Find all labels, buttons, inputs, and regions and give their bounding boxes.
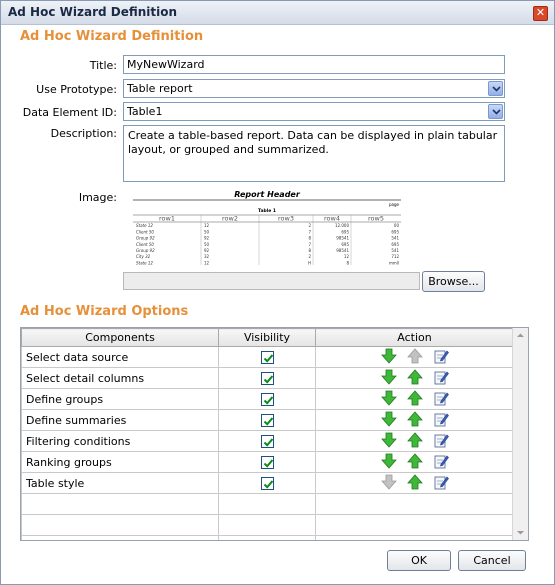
visibility-cell: [219, 347, 316, 368]
table-row[interactable]: [22, 410, 514, 431]
visibility-checkbox[interactable]: [261, 351, 274, 364]
description-value: Create a table-based report. Data can be displayed in plain tabular layout, or grouped and summarized.: [128, 129, 498, 156]
description-textarea[interactable]: [123, 125, 505, 182]
image-path-field: [123, 272, 420, 290]
preview-cell: 695: [341, 241, 349, 247]
prototype-dropdown-arrow[interactable]: [488, 81, 503, 96]
table-row[interactable]: [22, 368, 514, 389]
component-name: Define summaries: [22, 410, 219, 431]
ok-button[interactable]: OK: [387, 550, 451, 571]
preview-cell: 00: [393, 223, 399, 229]
action-cell: [316, 389, 514, 410]
data-element-select[interactable]: [123, 102, 505, 121]
visibility-cell: [219, 452, 316, 473]
title-input[interactable]: [123, 55, 505, 74]
move-down-arrow-icon[interactable]: [381, 411, 397, 427]
report-preview-drawing: [133, 189, 401, 265]
empty-cell: [219, 536, 316, 542]
edit-icon[interactable]: [433, 348, 449, 364]
preview-table-title: Table 1: [257, 209, 277, 214]
preview-cell: Client 50: [136, 241, 154, 247]
description-label: Description:: [50, 127, 117, 140]
close-button[interactable]: [533, 6, 548, 21]
table-row[interactable]: [22, 347, 514, 368]
preview-cell: 712: [391, 254, 399, 260]
report-preview-image: [133, 189, 401, 265]
preview-cell: State 12: [136, 223, 153, 229]
title-label: Title:: [89, 59, 117, 72]
edit-icon[interactable]: [433, 369, 449, 385]
preview-cell: State 12: [136, 260, 153, 265]
preview-cell: 50: [204, 241, 210, 247]
cancel-button[interactable]: Cancel: [458, 550, 526, 571]
column-header-visibility: Visibility: [219, 329, 316, 347]
move-up-arrow-icon: [407, 348, 423, 364]
data-element-dropdown-arrow[interactable]: [488, 104, 503, 119]
move-down-arrow-icon[interactable]: [381, 348, 397, 364]
preview-cell: 92: [204, 248, 210, 253]
preview-cell: 541: [391, 235, 399, 241]
preview-cell: 92: [204, 235, 210, 241]
visibility-checkbox[interactable]: [261, 414, 274, 427]
components-table: [21, 328, 514, 541]
edit-icon[interactable]: [433, 411, 449, 427]
empty-cell: [316, 515, 514, 536]
image-label: Image:: [78, 191, 117, 204]
visibility-cell: [219, 473, 316, 494]
preview-cell: Group 92: [136, 235, 155, 241]
empty-table-row: [22, 515, 514, 536]
empty-cell: [219, 494, 316, 515]
components-grid: [20, 327, 529, 541]
component-name: Select data source: [22, 347, 219, 368]
preview-column-header: row1: [159, 214, 175, 223]
preview-cell: 8: [346, 260, 349, 265]
preview-cell: City 32: [136, 254, 151, 260]
visibility-checkbox[interactable]: [261, 456, 274, 469]
scroll-down-icon: [513, 525, 528, 540]
title-input-value: MyNewWizard: [127, 58, 205, 71]
empty-cell: [316, 494, 514, 515]
preview-cell: 12.000: [335, 223, 349, 229]
edit-icon[interactable]: [433, 474, 449, 490]
preview-cell: H: [307, 260, 311, 265]
data-element-label: Data Element ID:: [22, 106, 117, 119]
preview-cell: 2: [308, 254, 311, 260]
preview-cell: 695: [391, 241, 399, 247]
edit-icon[interactable]: [433, 453, 449, 469]
preview-cell: Client 50: [136, 229, 154, 235]
scroll-up-button[interactable]: [513, 328, 528, 343]
component-name: Define groups: [22, 389, 219, 410]
action-cell: [316, 347, 514, 368]
empty-cell: [316, 536, 514, 542]
title-bar: [1, 1, 554, 25]
move-down-arrow-icon[interactable]: [381, 432, 397, 448]
preview-cell: 7: [308, 229, 311, 235]
visibility-cell: [219, 431, 316, 452]
table-row[interactable]: [22, 473, 514, 494]
preview-column-header: row2: [222, 214, 238, 223]
preview-cell: 32: [204, 254, 210, 260]
component-name: Filtering conditions: [22, 431, 219, 452]
move-down-arrow-icon[interactable]: [381, 369, 397, 385]
action-cell: [316, 473, 514, 494]
component-name: Ranking groups: [22, 452, 219, 473]
move-down-arrow-icon[interactable]: [381, 453, 397, 469]
edit-icon[interactable]: [433, 390, 449, 406]
move-up-arrow-icon[interactable]: [407, 411, 423, 427]
chevron-down-icon: [492, 86, 501, 92]
visibility-cell: [219, 410, 316, 431]
preview-header: Report Header: [234, 190, 300, 199]
empty-cell: [22, 494, 219, 515]
preview-cell: 695: [391, 229, 399, 235]
prototype-select[interactable]: [123, 79, 505, 98]
component-name: Select detail columns: [22, 368, 219, 389]
visibility-checkbox[interactable]: [261, 477, 274, 490]
edit-icon[interactable]: [433, 432, 449, 448]
column-header-action: Action: [316, 329, 514, 347]
preview-column-header: row3: [278, 214, 294, 223]
move-down-arrow-icon: [381, 474, 397, 490]
preview-cell: 12: [204, 223, 210, 229]
chevron-down-icon: [492, 109, 501, 115]
preview-cell: 98541: [336, 235, 349, 241]
browse-button[interactable]: Browse...: [422, 271, 485, 292]
preview-cell: 7: [308, 241, 311, 247]
preview-cell: 50: [204, 229, 210, 235]
visibility-cell: [219, 368, 316, 389]
move-up-arrow-icon[interactable]: [407, 432, 423, 448]
preview-table: [133, 215, 401, 265]
empty-table-row: [22, 494, 514, 515]
empty-cell: [22, 536, 219, 542]
close-icon: ✕: [535, 6, 546, 19]
window-title: Ad Hoc Wizard Definition: [8, 5, 178, 19]
table-row[interactable]: [22, 431, 514, 452]
options-section-title: Ad Hoc Wizard Options: [20, 304, 189, 319]
empty-cell: [22, 515, 219, 536]
preview-cell: 12: [343, 254, 349, 260]
preview-cell: 695: [341, 229, 349, 235]
move-up-arrow-icon[interactable]: [407, 390, 423, 406]
preview-cell: mmll: [388, 260, 399, 265]
component-name: Table style: [22, 473, 219, 494]
preview-column-header: row4: [324, 214, 340, 223]
table-row[interactable]: [22, 389, 514, 410]
preview-cell: 8: [308, 248, 311, 253]
move-up-arrow-icon[interactable]: [407, 453, 423, 469]
prototype-label: Use Prototype:: [36, 83, 117, 96]
visibility-cell: [219, 389, 316, 410]
preview-cell: Group 92: [136, 248, 155, 253]
action-cell: [316, 410, 514, 431]
move-up-arrow-icon[interactable]: [407, 369, 423, 385]
action-cell: [316, 368, 514, 389]
empty-cell: [219, 515, 316, 536]
move-down-arrow-icon[interactable]: [381, 390, 397, 406]
preview-cell: 98541: [336, 248, 349, 253]
preview-cell: 8: [308, 235, 311, 241]
components-body: [22, 347, 514, 542]
preview-column-header: row5: [368, 214, 384, 223]
components-header-row: [22, 329, 514, 347]
action-cell: [316, 431, 514, 452]
visibility-checkbox[interactable]: [261, 372, 274, 385]
preview-cell: 541: [391, 248, 399, 253]
preview-cell: 12: [204, 260, 210, 265]
scroll-down-button[interactable]: [513, 525, 528, 540]
visibility-checkbox[interactable]: [261, 435, 274, 448]
empty-table-row: [22, 536, 514, 542]
grid-scrollbar[interactable]: [512, 328, 528, 540]
column-header-components: Components: [22, 329, 219, 347]
table-row[interactable]: [22, 452, 514, 473]
definition-section-title: Ad Hoc Wizard Definition: [20, 29, 204, 44]
action-cell: [316, 452, 514, 473]
preview-page-label: page: [389, 202, 399, 207]
visibility-checkbox[interactable]: [261, 393, 274, 406]
data-element-select-value: Table1: [127, 105, 163, 118]
prototype-select-value: Table report: [127, 82, 193, 95]
preview-cell: 2: [308, 223, 311, 229]
move-up-arrow-icon[interactable]: [407, 474, 423, 490]
scroll-up-icon: [513, 328, 528, 343]
